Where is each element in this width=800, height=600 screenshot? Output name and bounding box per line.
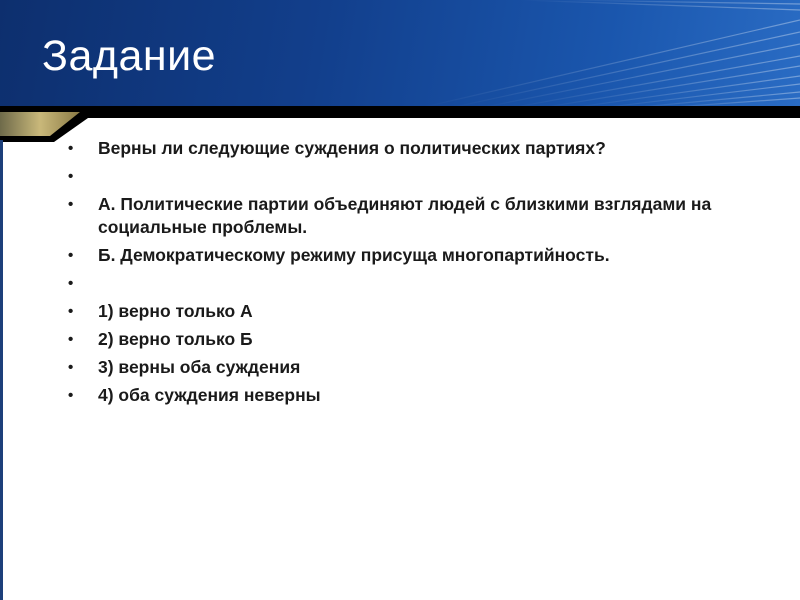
list-item xyxy=(68,384,768,407)
bullet-icon: • xyxy=(68,331,74,348)
bullet-icon: • xyxy=(68,303,74,320)
answer-option-3: 3) верны оба суждения xyxy=(98,357,301,377)
list-item xyxy=(68,300,768,323)
bullet-icon: • xyxy=(68,168,74,185)
bullet-icon: • xyxy=(68,387,74,404)
left-edge-bar xyxy=(0,140,3,600)
list-item xyxy=(68,272,768,295)
bullet-list xyxy=(68,137,768,407)
list-item xyxy=(68,193,768,239)
bullet-icon: • xyxy=(68,140,74,157)
slide-content xyxy=(68,137,768,412)
bullet-icon: • xyxy=(68,247,74,264)
question-text: Верны ли следующие суждения о политических партиях? xyxy=(98,138,606,158)
bullet-icon: • xyxy=(68,359,74,376)
slide-title: Задание xyxy=(42,32,217,80)
bullet-icon: • xyxy=(68,196,74,213)
list-item xyxy=(68,137,768,160)
answer-option-1: 1) верно только А xyxy=(98,301,253,321)
statement-b-text: Б. Демократическому режиму присуща многопартийность. xyxy=(98,245,610,265)
bullet-icon: • xyxy=(68,275,74,292)
answer-option-4: 4) оба суждения неверны xyxy=(98,385,321,405)
list-item xyxy=(68,165,768,188)
list-item xyxy=(68,244,768,267)
list-item xyxy=(68,328,768,351)
statement-a-text: А. Политические партии объединяют людей с близкими взглядами на социальные проблемы. xyxy=(98,194,712,237)
answer-option-2: 2) верно только Б xyxy=(98,329,253,349)
list-item xyxy=(68,356,768,379)
slide-header xyxy=(0,0,800,108)
